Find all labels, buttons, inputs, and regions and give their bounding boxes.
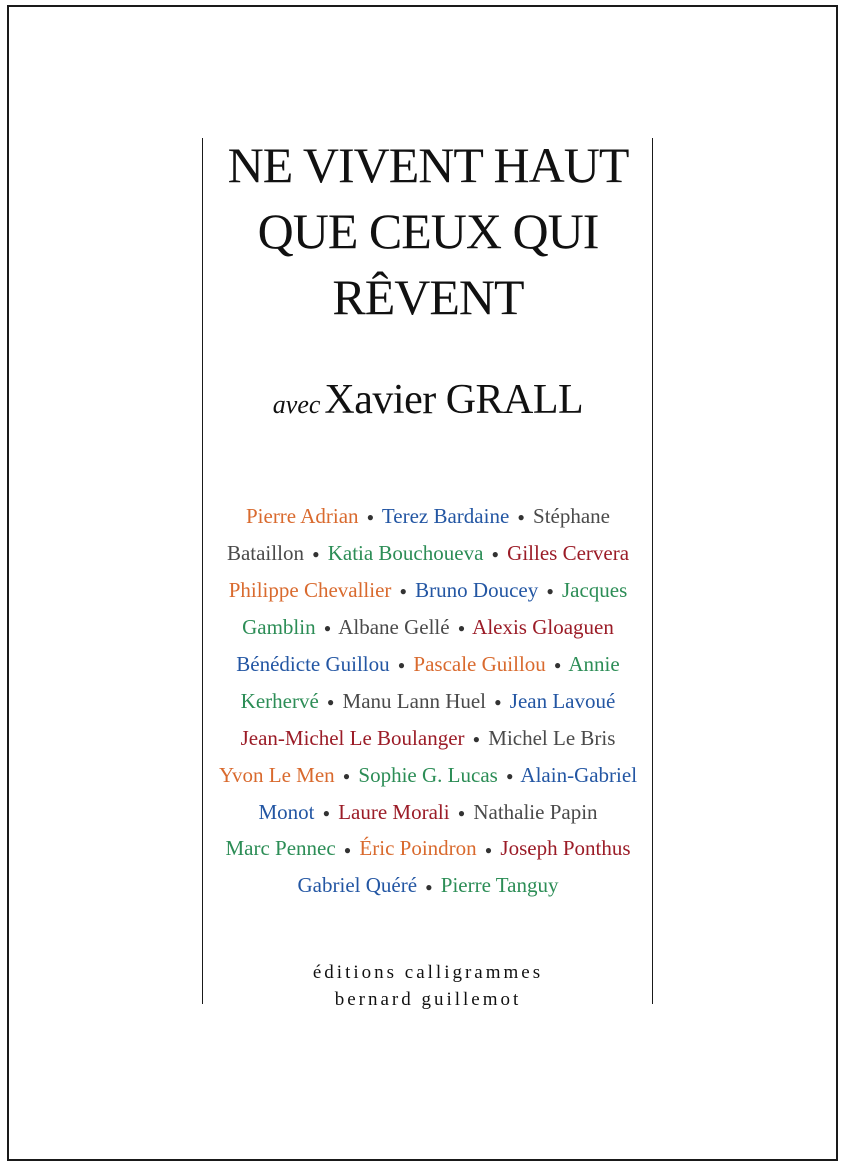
contributor-name: Stéphane bbox=[533, 504, 611, 528]
contributor-name: Yvon Le Men bbox=[218, 762, 335, 787]
bullet-separator: ● bbox=[327, 695, 335, 710]
contributor-name: Jean Lavoué bbox=[509, 688, 616, 713]
contributor-line bbox=[204, 610, 652, 647]
contributor-name: Philippe Chevallier bbox=[228, 577, 392, 602]
bullet-separator: ● bbox=[312, 547, 320, 562]
bullet-separator: ● bbox=[517, 510, 525, 525]
bullet-separator: ● bbox=[457, 805, 466, 820]
bullet-separator: ● bbox=[491, 547, 499, 562]
bullet-separator: ● bbox=[342, 769, 351, 783]
contributor-line bbox=[204, 758, 652, 795]
contributor-line bbox=[204, 573, 652, 610]
contributor-name: Nathalie Papin bbox=[473, 799, 598, 824]
contributor-name: Jacques bbox=[561, 577, 628, 602]
contributor-name: Pascale Guillou bbox=[413, 651, 546, 676]
contributor-name: Jean-Michel Le Boulanger bbox=[240, 725, 465, 750]
contributor-line bbox=[204, 795, 652, 832]
contributor-name: Laure Morali bbox=[338, 799, 450, 824]
contributor-line bbox=[204, 647, 652, 684]
contributor-name: Sophie G. Lucas bbox=[358, 762, 498, 787]
contributor-name: Bénédicte Guillou bbox=[236, 651, 390, 676]
contributor-name: Albane Gellé bbox=[338, 614, 450, 639]
contributor-line bbox=[204, 536, 652, 573]
contributor-name: Bruno Doucey bbox=[415, 577, 539, 602]
contributor-line bbox=[204, 684, 652, 721]
contributor-name: Éric Poindron bbox=[359, 836, 477, 861]
bullet-separator: ● bbox=[397, 658, 406, 673]
bullet-separator: ● bbox=[506, 769, 514, 783]
bullet-separator: ● bbox=[399, 584, 407, 599]
bullet-separator: ● bbox=[343, 842, 352, 857]
contributor-line bbox=[204, 868, 652, 905]
bullet-separator: ● bbox=[322, 805, 330, 820]
contributor-name: Pierre Adrian bbox=[245, 504, 359, 528]
bullet-separator: ● bbox=[323, 621, 332, 636]
contributor-name: Alexis Gloaguen bbox=[472, 614, 614, 639]
contributor-name: Pierre Tanguy bbox=[440, 873, 559, 898]
publisher-line: éditions calligrammes bbox=[312, 962, 544, 983]
contributor-name: Alain-Gabriel bbox=[520, 762, 638, 787]
publisher bbox=[204, 959, 652, 1013]
contributor-line bbox=[204, 721, 652, 758]
contributor-name: Katia Bouchoueva bbox=[327, 540, 484, 565]
title-line: NE VIVENT HAUT bbox=[227, 137, 629, 193]
bullet-separator: ● bbox=[484, 842, 493, 857]
contributor-name: Manu Lann Huel bbox=[342, 688, 487, 713]
bullet-separator: ● bbox=[494, 695, 502, 710]
title-line: QUE CEUX QUI bbox=[257, 203, 599, 259]
contributor-name: Bataillon bbox=[226, 540, 304, 565]
book-title bbox=[150, 132, 706, 330]
bullet-separator: ● bbox=[554, 658, 562, 673]
contributor-name: Annie bbox=[568, 651, 620, 676]
bullet-separator: ● bbox=[425, 879, 433, 894]
contributor-name: Gamblin bbox=[242, 614, 316, 639]
bullet-separator: ● bbox=[546, 584, 554, 599]
contributor-name: Marc Pennec bbox=[225, 836, 336, 861]
contributors-list bbox=[204, 499, 652, 905]
author-prefix: avec bbox=[272, 390, 321, 419]
contributor-line bbox=[204, 831, 652, 868]
publisher-line: bernard guillemot bbox=[334, 989, 522, 1010]
author-name: Xavier GRALL bbox=[324, 377, 584, 423]
contributor-name: Kerhervé bbox=[240, 688, 319, 713]
contributor-line bbox=[204, 499, 652, 536]
title-line: RÊVENT bbox=[332, 269, 524, 325]
bullet-separator: ● bbox=[472, 732, 481, 747]
contributor-name: Joseph Ponthus bbox=[500, 836, 631, 861]
contributor-name: Monot bbox=[258, 799, 315, 824]
contributor-name: Terez Bardaine bbox=[381, 504, 510, 528]
bullet-separator: ● bbox=[366, 510, 375, 525]
contributor-name: Gilles Cervera bbox=[507, 540, 630, 565]
author-line bbox=[150, 376, 706, 424]
bullet-separator: ● bbox=[457, 621, 466, 636]
contributor-name: Gabriel Quéré bbox=[297, 873, 418, 898]
contributor-name: Michel Le Bris bbox=[488, 725, 616, 750]
